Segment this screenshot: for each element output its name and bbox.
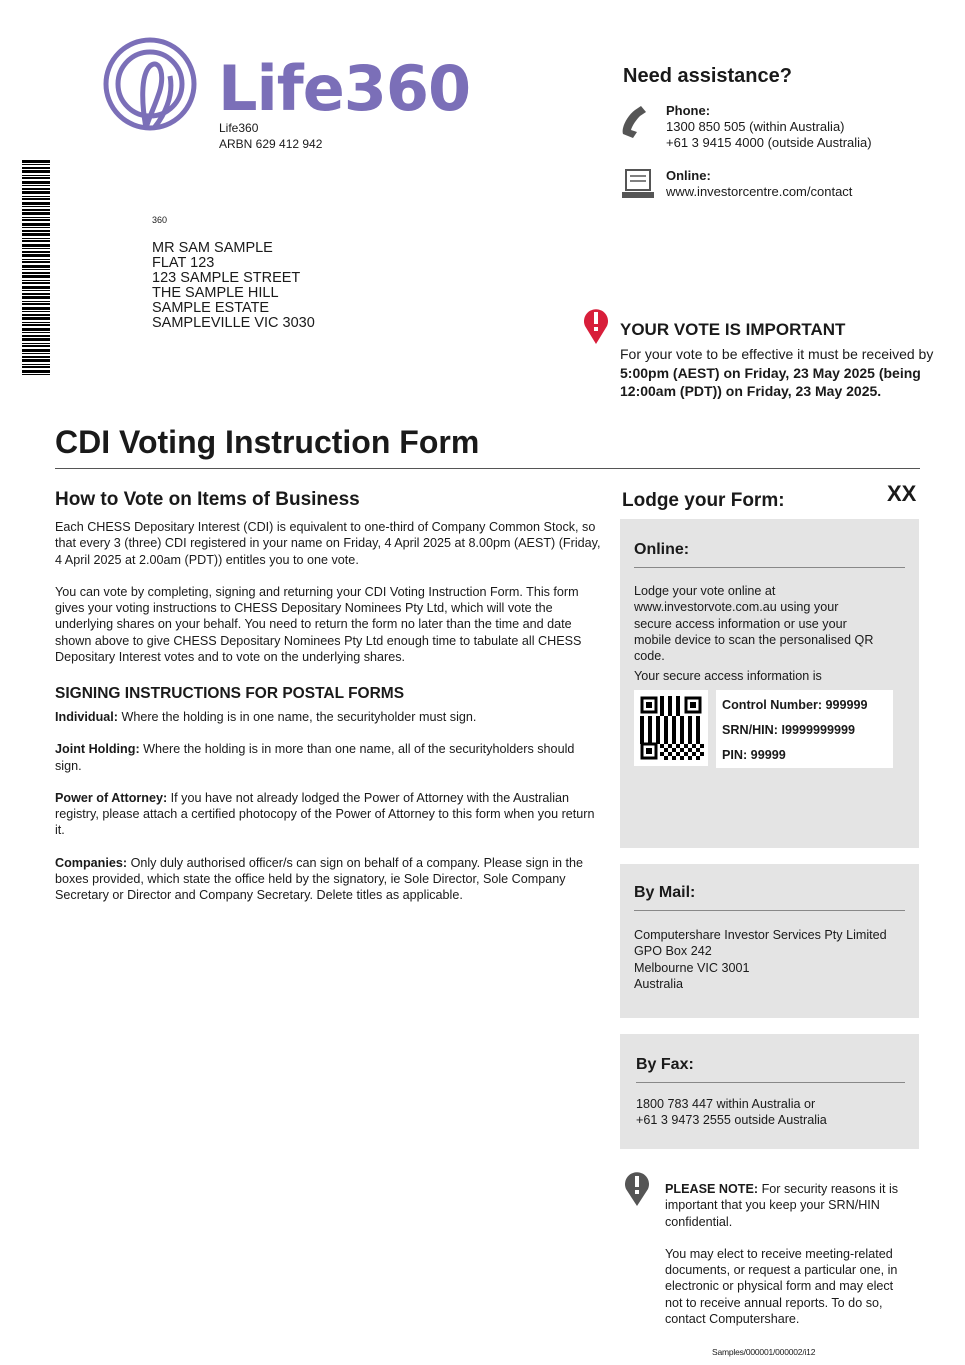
address-line: 123 SAMPLE STREET [152, 270, 301, 286]
address-line: FLAT 123 [152, 255, 215, 271]
mail-line: GPO Box 242 [634, 944, 712, 959]
online-panel-title: Online: [634, 541, 905, 568]
postal-barcode-icon [22, 160, 50, 376]
companies-text: Only duly authorised officer/s can sign on behalf of a company. Please sign in the boxes provided, which state the office held by the signatory, ie Sole Director, Sole Company Secretary or Director and Company Secretary. Delete titles as applicable. [55, 855, 584, 903]
how-to-vote-section [55, 489, 605, 665]
vote-deadline-text [620, 345, 935, 401]
poa-label: Power of Attorney: [55, 790, 168, 805]
mail-line: Australia [634, 976, 683, 991]
signing-title: SIGNING INSTRUCTIONS FOR POSTAL FORMS [55, 685, 405, 702]
companies-label: Companies: [55, 855, 128, 870]
secure-access-text: Your secure access information is [634, 669, 822, 683]
access-codes-box [716, 690, 893, 768]
individual-text: Where the holding is in one name, the securityholder must sign. [117, 710, 477, 724]
note-security [665, 1181, 910, 1230]
poa-text: If you have not already lodged the Power of Attorney with the Australian registry, please attach a certified photocopy of the Power of Attorney to this form when you return it. [55, 790, 595, 838]
fax-line: +61 3 9473 2555 outside Australia [636, 1113, 827, 1128]
individual-label: Individual: [55, 710, 118, 724]
fax-panel-title: By Fax: [636, 1056, 905, 1083]
fax-numbers [636, 1096, 827, 1129]
please-note [665, 1181, 910, 1327]
phone-line: 1300 850 505 (within Australia) [666, 119, 845, 134]
phone-icon [619, 104, 655, 140]
address-line: THE SAMPLE HILL [152, 285, 279, 301]
logo-wordmark: Life360 [218, 52, 471, 125]
qr-code-icon[interactable] [634, 690, 708, 766]
note-text: For security reasons it is important that you keep your SRN/HIN confidential. [665, 1182, 899, 1229]
mailing-address [152, 241, 315, 331]
vote-important-title: YOUR VOTE IS IMPORTANT [620, 320, 846, 339]
mail-line: Computershare Investor Services Pty Limited [634, 928, 887, 942]
vote-intro: For your vote to be effective it must be received by [620, 346, 934, 362]
footer-code: Samples/000001/000002/i12 [712, 1347, 816, 1357]
phone-line: +61 3 9415 4000 (outside Australia) [666, 135, 872, 150]
online-url[interactable]: www.investorcentre.com/contact [666, 184, 853, 199]
joint-text: Where the holding is in more than one name, all of the securityholders should sign. [55, 742, 575, 773]
assistance-title: Need assistance? [623, 65, 792, 87]
signing-poa [55, 790, 600, 839]
mail-line: Melbourne VIC 3001 [634, 960, 750, 975]
signing-companies [55, 855, 600, 904]
fax-line: 1800 783 447 within Australia or [636, 1097, 816, 1111]
online-panel-text: Lodge your vote online at www.investorvote.com.au using your secure access information or use your mobile device to scan the personalised QR code. [634, 584, 874, 664]
signing-section [55, 685, 600, 904]
how-to-vote-title: How to Vote on Items of Business [55, 489, 360, 510]
lodge-title: Lodge your Form: [622, 490, 785, 511]
mail-address [634, 927, 887, 992]
mail-panel-title: By Mail: [634, 884, 905, 911]
company-arbn: ARBN 629 412 942 [219, 137, 323, 151]
note-label: PLEASE NOTE: [665, 1182, 759, 1196]
fax-panel [620, 1034, 919, 1149]
company-name: Life360 [219, 121, 259, 135]
pin: PIN: 99999 [722, 748, 786, 762]
alert-icon [583, 306, 609, 344]
online-panel [620, 519, 919, 848]
address-line: MR SAM SAMPLE [152, 240, 273, 256]
life360-logo-icon [102, 36, 202, 134]
title-divider [55, 468, 920, 469]
signing-joint [55, 741, 600, 774]
voting-paragraph: You can vote by completing, signing and returning your CDI Voting Instruction Form. This form gives your voting instructions to CHESS Depositary Nominees Pty Ltd, which will vote the underlying shares on your behalf. You need to return the form no later than the time and date shown above to give CHESS Depositary Nominees Pty Ltd enough time to tabulate all CHESS Depositary Interest votes and to vote on the underlying shares. [55, 584, 582, 665]
note-alert-icon [624, 1170, 650, 1206]
laptop-icon [621, 168, 655, 200]
joint-label: Joint Holding: [55, 742, 140, 757]
note-elect: You may elect to receive meeting-related documents, or request a particular one, in electronic or physical form and may elect not to receive annual reports. To do so, contact Computershare. [665, 1246, 898, 1327]
signing-individual [55, 709, 600, 725]
srn-hin: SRN/HIN: I9999999999 [722, 723, 856, 737]
lodge-marker: XX [887, 481, 917, 506]
form-title: CDI Voting Instruction Form [55, 424, 480, 460]
address-line: SAMPLE ESTATE [152, 300, 270, 316]
online-label: Online: [666, 168, 711, 183]
phone-block [666, 103, 872, 151]
mailing-code: 360 [152, 215, 168, 225]
mail-panel [620, 864, 919, 1018]
address-line: SAMPLEVILLE VIC 3030 [152, 315, 315, 331]
company-block [219, 120, 322, 152]
control-number: Control Number: 999999 [722, 698, 868, 712]
vote-deadline: 5:00pm (AEST) on Friday, 23 May 2025 (being 12:00am (PDT)) on Friday, 23 May 2025. [620, 364, 921, 399]
phone-label: Phone: [666, 103, 711, 118]
online-help-block [666, 168, 852, 200]
cdi-paragraph: Each CHESS Depositary Interest (CDI) is equivalent to one-third of Company Common Stock, so that every 3 (three) CDI registered in your name on Friday, 4 April 2025 at 8.00pm (AEST) (Friday, 4 April 2025 at 2.00am (PDT)) entitles you to one vote. [55, 520, 601, 567]
